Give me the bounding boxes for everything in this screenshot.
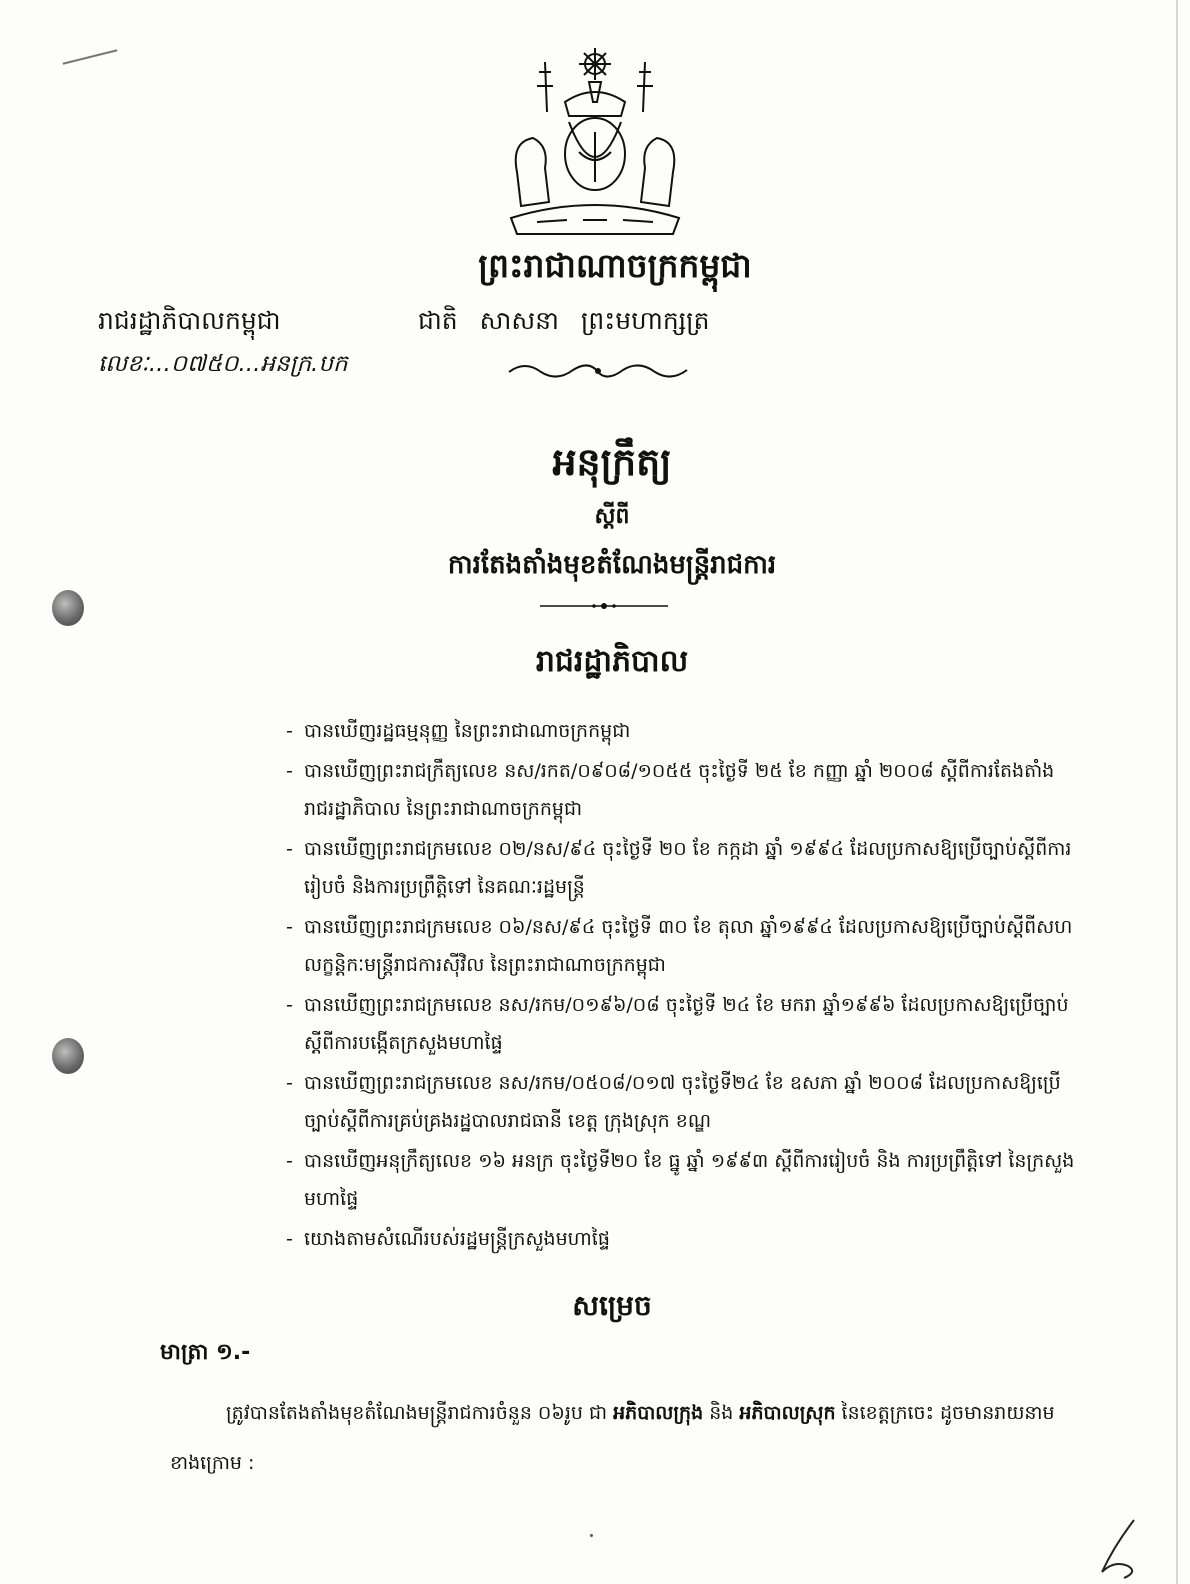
list-item: - បានឃើញរដ្ឋធម្មនុញ្ញ នៃព្រះរាជាណាចក្រកម្ពុជា (286, 720, 631, 742)
stray-dot (590, 1534, 593, 1537)
page-edge (1176, 0, 1178, 1584)
reference-number: លេខៈ...០៧៥០...អនក្រ.បក (98, 351, 348, 377)
national-motto: ជាតិ សាសនា ព្រះមហាក្សត្រ (418, 306, 710, 335)
list-item: - បានឃើញព្រះរាជក្រមលេខ នស/រកម/០១៩៦/០៨ ចុះថ្ងៃទី ២៤ ខែ មករា ឆ្នាំ១៩៩៦ ដែលប្រកាសឱ្យប្រើច្បាប់ស្តីពីការបង្កើតក្រសួងមហាផ្ទៃ (286, 994, 1069, 1054)
article-body: ត្រូវបានតែងតាំងមុខតំណែងមន្ត្រីរាជការចំនួន ០៦រូប ជា អភិបាលក្រុង និង អភិបាលស្រុក នៃខេត្តក្រចេះ ដូចមានរាយនាមខាងក្រោម : (170, 1402, 1055, 1474)
decision-heading: សម្រេច (572, 1289, 652, 1322)
list-item: - បានឃើញព្រះរាជក្រមលេខ ០២/នស/៩៤ ចុះថ្ងៃទី ២០ ខែ កក្កដា ឆ្នាំ ១៩៩៤ ដែលប្រកាសឱ្យប្រើច្បាប់ស្តីពីការរៀបចំ និងការប្រព្រឹត្តិទៅ នៃគណៈរដ្ឋមន្ត្រី (286, 838, 1072, 898)
list-item: - បានឃើញព្រះរាជក្រមលេខ ០៦/នស/៩៤ ចុះថ្ងៃទី ៣០ ខែ តុលា ឆ្នាំ១៩៩៤ ដែលប្រកាសឱ្យប្រើច្បាប់ស្តីពីសហលក្ខន្តិកៈមន្ត្រីរាជការស៊ីវិល នៃព្រះរាជាណាចក្រកម្ពុជា (286, 916, 1073, 976)
document-type: អនុក្រឹត្យ (552, 440, 672, 484)
royal-coat-of-arms-icon (497, 42, 693, 242)
stray-pen-mark (63, 49, 118, 64)
recitals-list (286, 712, 1076, 1260)
city-governor-term: អភិបាលក្រុង (613, 1402, 704, 1424)
title-divider-icon (540, 600, 668, 612)
issuer-heading: រាជរដ្ឋាភិបាល (535, 644, 689, 679)
list-item: - បានឃើញព្រះរាជក្រមលេខ នស/រកម/០៥០៨/០១៧ ចុះថ្ងៃទី២៤ ខែ ឧសភា ឆ្នាំ ២០០៨ ដែលប្រកាសឱ្យប្រើច្បាប់ស្តីពីការគ្រប់គ្រងរដ្ឋបាលរាជធានី ខេត្ត ក្រុងស្រុក ខណ្ឌ (286, 1072, 1061, 1132)
district-governor-term: អភិបាលស្រុក (739, 1402, 836, 1424)
punch-hole-upper (52, 590, 84, 626)
list-item: - បានឃើញព្រះរាជក្រឹត្យលេខ នស/រកត/០៩០៨/១០៥៥ ចុះថ្ងៃទី ២៥ ខែ កញ្ញា ឆ្នាំ ២០០៨ ស្តីពីការតែងតាំងរាជរដ្ឋាភិបាល នៃព្រះរាជាណាចក្រកម្ពុជា (286, 760, 1055, 820)
document-about: ស្តីពី (594, 504, 630, 529)
document-subject: ការតែងតាំងមុខតំណែងមន្ត្រីរាជការ (447, 550, 777, 580)
list-item: - បានឃើញអនុក្រឹត្យលេខ ១៦ អនក្រ ចុះថ្ងៃទី២០ ខែ ធ្នូ ឆ្នាំ ១៩៩៣ ស្តីពីការរៀបចំ និង ការប្រព្រឹត្តិទៅ នៃក្រសួងមហាផ្ទៃ (286, 1150, 1075, 1210)
kingdom-name: ព្រះរាជាណាចក្រកម្ពុជា (478, 246, 752, 285)
article-label: មាត្រា ១.- (160, 1340, 251, 1365)
handwritten-initial-icon (1094, 1516, 1150, 1580)
punch-hole-lower (52, 1038, 84, 1074)
list-item: - យោងតាមសំណើរបស់រដ្ឋមន្ត្រីក្រសួងមហាផ្ទៃ (286, 1228, 610, 1250)
ornament-flourish-icon (505, 358, 691, 384)
issuing-body: រាជរដ្ឋាភិបាលកម្ពុជា (98, 306, 281, 335)
